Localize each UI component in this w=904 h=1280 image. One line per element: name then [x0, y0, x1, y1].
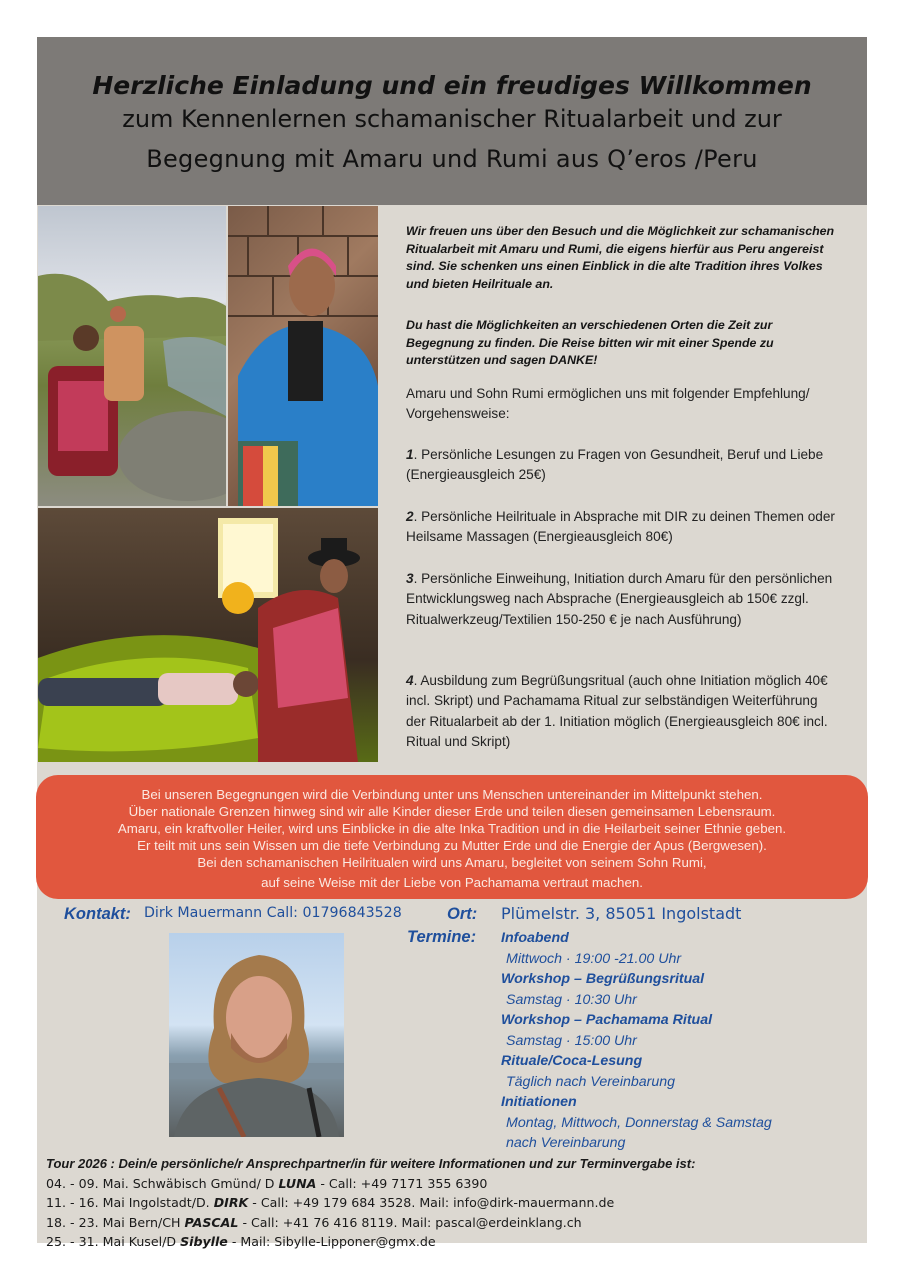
banner-line: auf seine Weise mit der Liebe von Pachamama vertraut machen. — [261, 875, 643, 891]
offer-number: 1 — [406, 447, 414, 462]
intro-paragraph-1: Wir freuen uns über den Besuch und die Möglichkeit zur schamanischen Ritualarbeit mit Amaru und Rumi, die eigens hierfür aus Peru angereist sind. Sie schenken uns einen Einblick in die alte Tradition ihres Volkes und bieten Heilrituale an. — [406, 224, 835, 291]
schedule-title: Initiationen — [501, 1094, 577, 1110]
schedule-time: nach Vereinbarung — [506, 1135, 626, 1151]
photo-amaru-portrait — [228, 206, 378, 506]
tour-list — [46, 1154, 846, 1252]
banner-line: Über nationale Grenzen hinweg sind wir alle Kinder dieser Erde und teilen diesen gemeinsamen Lebensraum. — [128, 804, 776, 820]
contact-value: Dirk Mauermann Call: 01796843528 — [144, 905, 402, 921]
offer-3 — [406, 569, 836, 630]
banner-line: Amaru, ein kraftvoller Heiler, wird uns Einblicke in die alte Inka Tradition und in die Heilarbeit seiner Ethnie geben. — [117, 821, 787, 837]
intro-paragraph-2: Du hast die Möglichkeiten an verschiedenen Orten die Zeit zur Begegnung zu finden. Die Reise bitten wir mit einer Spende zu unterstützen und sagen DANKE! — [406, 318, 774, 368]
offer-text: . Persönliche Lesungen zu Fragen von Gesundheit, Beruf und Liebe (Energieausgleich 25€) — [406, 447, 824, 483]
offer-1 — [406, 445, 836, 486]
schedule-title: Workshop – Begrüßungsritual — [501, 971, 705, 987]
ort-label: Ort: — [447, 905, 478, 923]
schedule-title: Workshop – Pachamama Ritual — [501, 1012, 713, 1028]
offer-text: . Persönliche Heilrituale in Absprache mit DIR zu deinen Themen oder Heilsame Massagen (Energieausgleich 80€) — [406, 509, 835, 545]
tour-contact-info: - Call: +49 179 684 3528. Mail: info@dirk-mauermann.de — [248, 1195, 615, 1210]
message-banner — [36, 775, 868, 899]
schedule-time: Mittwoch · 19:00 -21.00 Uhr — [506, 950, 682, 967]
tour-row — [46, 1232, 846, 1252]
tour-row — [46, 1174, 846, 1194]
header-subtitle: zum Kennenlernen schamanischer Ritualarbeit und zur — [122, 105, 782, 133]
tour-contact-info: - Call: +41 76 416 8119. Mail: pascal@erdeinklang.ch — [238, 1214, 582, 1230]
contact-photo — [169, 933, 344, 1137]
header-title: Herzliche Einladung und ein freudiges Willkommen — [92, 71, 812, 100]
photo-andes-ritual — [38, 206, 226, 506]
tour-contact-info: - Call: +49 7171 355 6390 — [316, 1175, 488, 1191]
ort-value: Plümelstr. 3, 85051 Ingolstadt — [501, 904, 742, 923]
schedule-title: Rituale/Coca-Lesung — [501, 1053, 643, 1069]
banner-line: Bei den schamanischen Heilritualen wird uns Amaru, begleitet von seinem Sohn Rumi, — [197, 855, 707, 871]
termine-label: Termine: — [407, 928, 477, 946]
schedule-title: Infoabend — [501, 930, 569, 946]
tour-title: Tour 2026 : Dein/e persönliche/r Ansprechpartner/in für weitere Informationen und zur Terminvergabe ist: — [46, 1156, 696, 1171]
schedule-list — [501, 928, 841, 1154]
tour-contact-name: DIRK — [213, 1195, 249, 1210]
header-band — [37, 37, 867, 205]
banner-line: Er teilt mit uns sein Wissen um die tiefe Verbindung zu Mutter Erde und die Energie der Apus (Bergwesen). — [137, 838, 767, 854]
offer-number: 4 — [406, 673, 414, 688]
offer-4 — [406, 671, 836, 752]
photo-healing-ritual — [38, 508, 378, 762]
tour-date-place: 18. - 23. Mai Bern/CH — [46, 1214, 185, 1230]
tour-row — [46, 1193, 846, 1213]
banner-line: Bei unseren Begegnungen wird die Verbindung unter uns Menschen untereinander im Mittelpunkt stehen. — [141, 787, 763, 802]
intro-paragraph-3: Amaru und Sohn Rumi ermöglichen uns mit folgender Empfehlung/ Vorgehensweise: — [406, 386, 810, 422]
tour-contact-name: PASCAL — [184, 1214, 239, 1230]
contact-label: Kontakt: — [64, 905, 131, 923]
schedule-time: Montag, Mittwoch, Donnerstag & Samstag — [506, 1114, 772, 1131]
schedule-time: Samstag · 10:30 Uhr — [506, 991, 637, 1008]
offer-number: 3 — [406, 571, 414, 586]
tour-date-place: 11. - 16. Mai Ingolstadt/D. — [46, 1195, 214, 1210]
tour-contact-info: - Mail: Sibylle-Lipponer@gmx.de — [227, 1234, 436, 1249]
tour-date-place: 04. - 09. Mai. Schwäbisch Gmünd/ D — [46, 1175, 279, 1191]
offer-2 — [406, 507, 836, 548]
offer-text: . Persönliche Einweihung, Initiation durch Amaru für den persönlichen Entwicklungsweg nach Absprache (Energieausgleich ab 150€ zzgl. Ritualwerkzeug/Textilien 150-250 € je nach Ausführung) — [406, 571, 833, 627]
offer-number: 2 — [406, 509, 414, 524]
offer-text: . Ausbildung zum Begrüßungsritual (auch ohne Initiation möglich 40€ incl. Skript) und Pachamama Ritual zur selbständigen Weiterführung der Ritualarbeit ab der 1. Initiation möglich (Energieausgleich 80€ incl. Ritual und Skript) — [406, 673, 828, 749]
schedule-time: Samstag · 15:00 Uhr — [506, 1032, 637, 1049]
header-subtitle-2: Begegnung mit Amaru und Rumi aus Q’eros /Peru — [146, 145, 758, 173]
tour-contact-name: Sibylle — [180, 1234, 228, 1249]
tour-date-place: 25. - 31. Mai Kusel/D — [46, 1234, 181, 1249]
tour-row — [46, 1213, 846, 1233]
tour-contact-name: LUNA — [278, 1175, 317, 1191]
schedule-time: Täglich nach Vereinbarung — [506, 1073, 676, 1090]
